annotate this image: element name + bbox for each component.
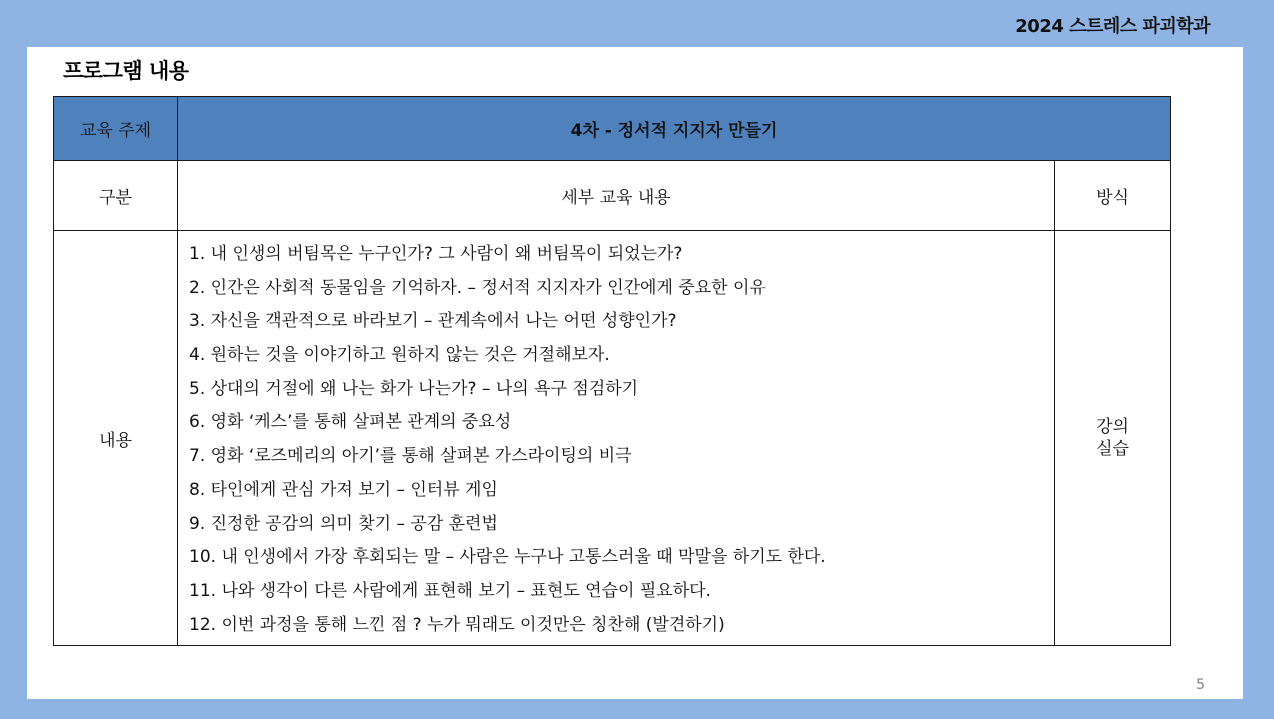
list-item: 10. 내 인생에서 가장 후회되는 말 – 사람은 누구나 고통스러울 때 막말을 하기도 한다. (189, 547, 826, 568)
program-table (53, 96, 1171, 646)
topic-row (54, 97, 1171, 161)
topic-label: 교육 주제 (54, 97, 178, 161)
list-item: 6. 영화 ‘케스’를 통해 살펴본 관계의 중요성 (189, 412, 512, 433)
list-item: 1. 내 인생의 버팀목은 누구인가? 그 사람이 왜 버팀목이 되었는가? (189, 244, 683, 264)
list-item: 2. 인간은 사회적 동물임을 기억하자. – 정서적 지지자가 인간에게 중요한 이유 (189, 277, 766, 298)
slide (27, 47, 1243, 699)
method-lecture: 강의 (1096, 417, 1129, 438)
method-practice: 실습 (1096, 439, 1129, 460)
list-item: 5. 상대의 거절에 왜 나는 화가 나는가? – 나의 욕구 점검하기 (189, 378, 639, 399)
method-cell (1055, 231, 1171, 646)
item-list (179, 232, 1053, 644)
page-number: 5 (1196, 677, 1205, 693)
detail-cell (178, 231, 1055, 646)
col-method-header: 방식 (1055, 161, 1171, 231)
list-item: 11. 나와 생각이 다른 사람에게 표현해 보기 – 표현도 연습이 필요하다. (189, 580, 711, 601)
content-row (54, 231, 1171, 646)
brand-title: 2024 스트레스 파괴학과 (1015, 16, 1210, 37)
col-detail-header: 세부 교육 내용 (178, 161, 1055, 231)
col-category-header: 구분 (54, 161, 178, 231)
list-item: 7. 영화 ‘로즈메리의 아기’를 통해 살펴본 가스라이팅의 비극 (189, 446, 632, 467)
row-label: 내용 (54, 231, 178, 646)
list-item: 3. 자신을 객관적으로 바라보기 – 관계속에서 나는 어떤 성향인가? (189, 311, 677, 332)
topic-value: 4차 - 정서적 지지자 만들기 (178, 97, 1171, 161)
list-item: 9. 진정한 공감의 의미 찾기 – 공감 훈련법 (189, 513, 498, 534)
list-item: 4. 원하는 것을 이야기하고 원하지 않는 것은 거절해보자. (189, 345, 610, 366)
list-item: 8. 타인에게 관심 가져 보기 – 인터뷰 게임 (189, 479, 498, 500)
column-header-row (54, 161, 1171, 231)
slide-title: 프로그램 내용 (63, 59, 189, 83)
list-item: 12. 이번 과정을 통해 느낀 점 ? 누가 뭐래도 이것만은 칭찬해 (발견하기) (189, 614, 725, 635)
